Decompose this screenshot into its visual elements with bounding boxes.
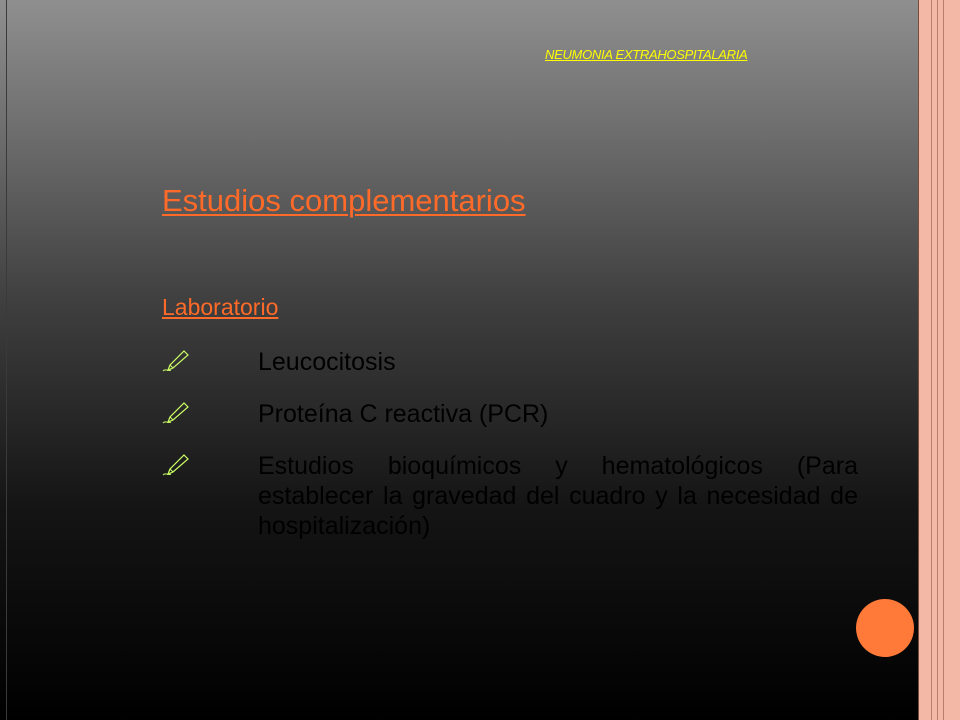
- pen-writing-icon: [162, 401, 190, 425]
- border-stripe: [943, 0, 944, 720]
- bullet-text: Leucocitosis: [258, 348, 396, 376]
- pen-writing-icon: [162, 453, 190, 477]
- bullet-text: Proteína C reactiva (PCR): [258, 400, 549, 428]
- slide-title: Estudios complementarios: [162, 183, 526, 218]
- left-border-line: [6, 0, 7, 720]
- bullet-text: Estudios bioquímicos y hematológicos (Para establecer la gravedad del cuadro y la necesidad de hospitalización): [258, 452, 858, 540]
- decorative-circle: [856, 599, 914, 657]
- border-stripe: [937, 0, 938, 720]
- right-border: [918, 0, 960, 720]
- section-subtitle: Laboratorio: [162, 294, 279, 320]
- slide-header: NEUMONIA EXTRAHOSPITALARIA: [545, 47, 748, 62]
- pen-writing-icon: [162, 349, 190, 373]
- border-stripe: [931, 0, 932, 720]
